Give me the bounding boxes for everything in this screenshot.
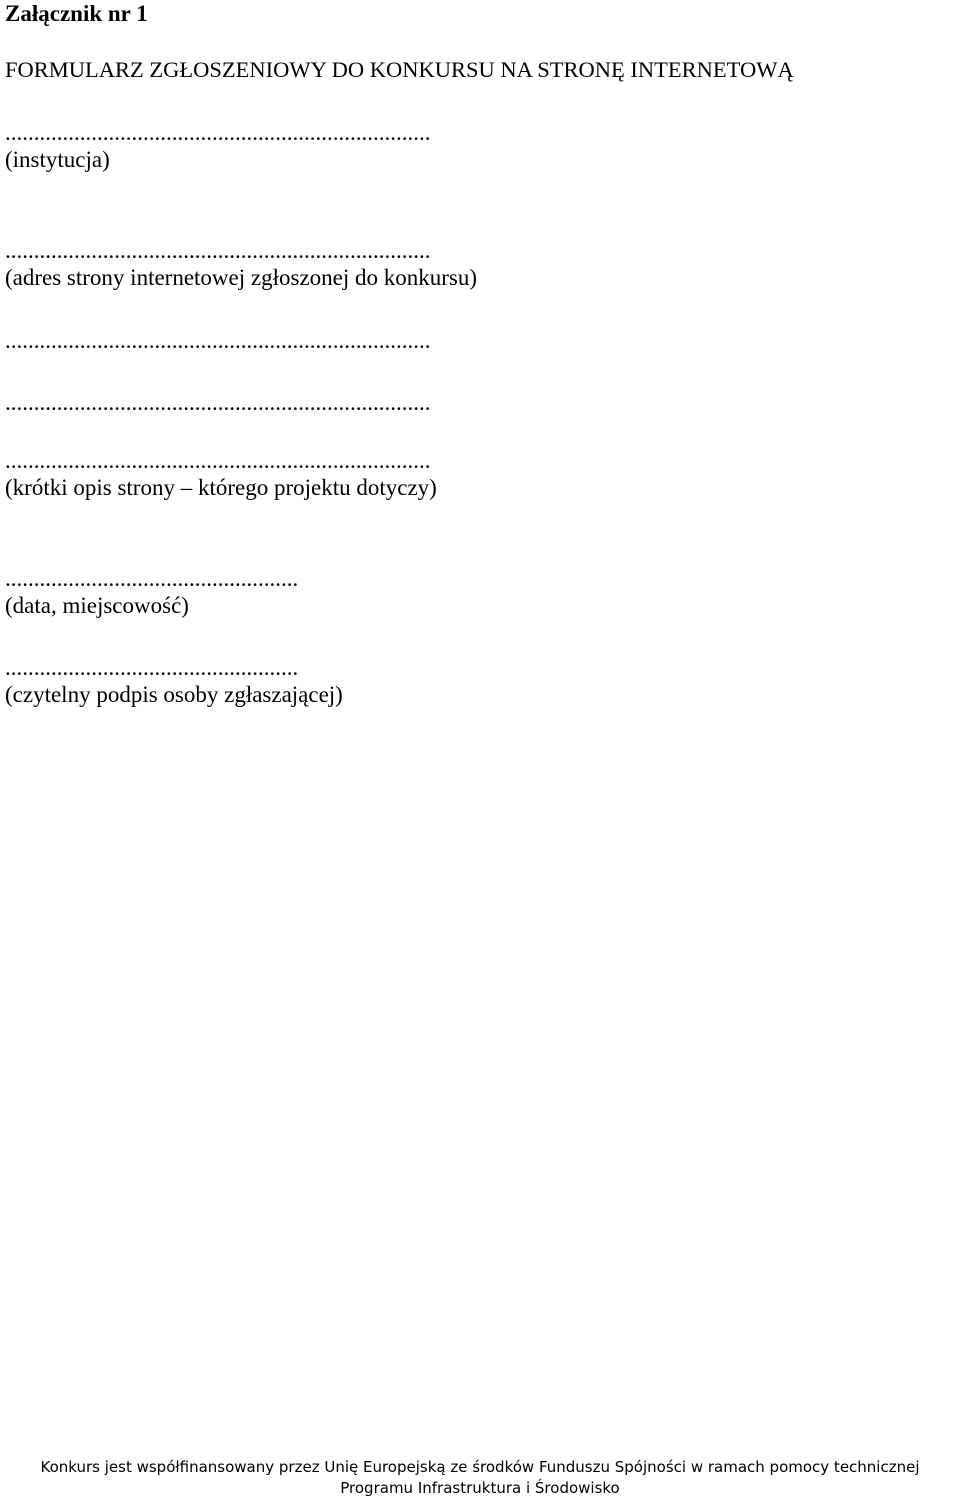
description-dots-3: ..........................................................................: [5, 448, 431, 473]
address-dots: ..........................................................................: [5, 238, 431, 263]
form-title: FORMULARZ ZGŁOSZENIOWY DO KONKURSU NA STRONĘ INTERNETOWĄ: [5, 57, 794, 82]
footer-line-1: Konkurs jest współfinansowany przez Unię Europejską ze środków Funduszu Spójności w ramach pomocy technicznej: [40, 1458, 920, 1476]
institution-dots: ..........................................................................: [5, 120, 431, 145]
description-label: (krótki opis strony – którego projektu dotyczy): [5, 475, 437, 500]
address-label: (adres strony internetowej zgłoszonej do konkursu): [5, 265, 478, 290]
description-dots-2: ..........................................................................: [5, 390, 431, 415]
description-dots-1: ..........................................................................: [5, 328, 431, 353]
footer-line-2: Programu Infrastruktura i Środowisko: [340, 1479, 620, 1497]
date-label: (data, miejscowość): [5, 593, 189, 618]
institution-label: (instytucja): [5, 147, 110, 172]
signature-label: (czytelny podpis osoby zgłaszającej): [5, 682, 343, 707]
annex-label: Załącznik nr 1: [5, 1, 148, 26]
date-dots: ...................................................: [5, 566, 299, 591]
signature-dots: ...................................................: [5, 655, 299, 680]
